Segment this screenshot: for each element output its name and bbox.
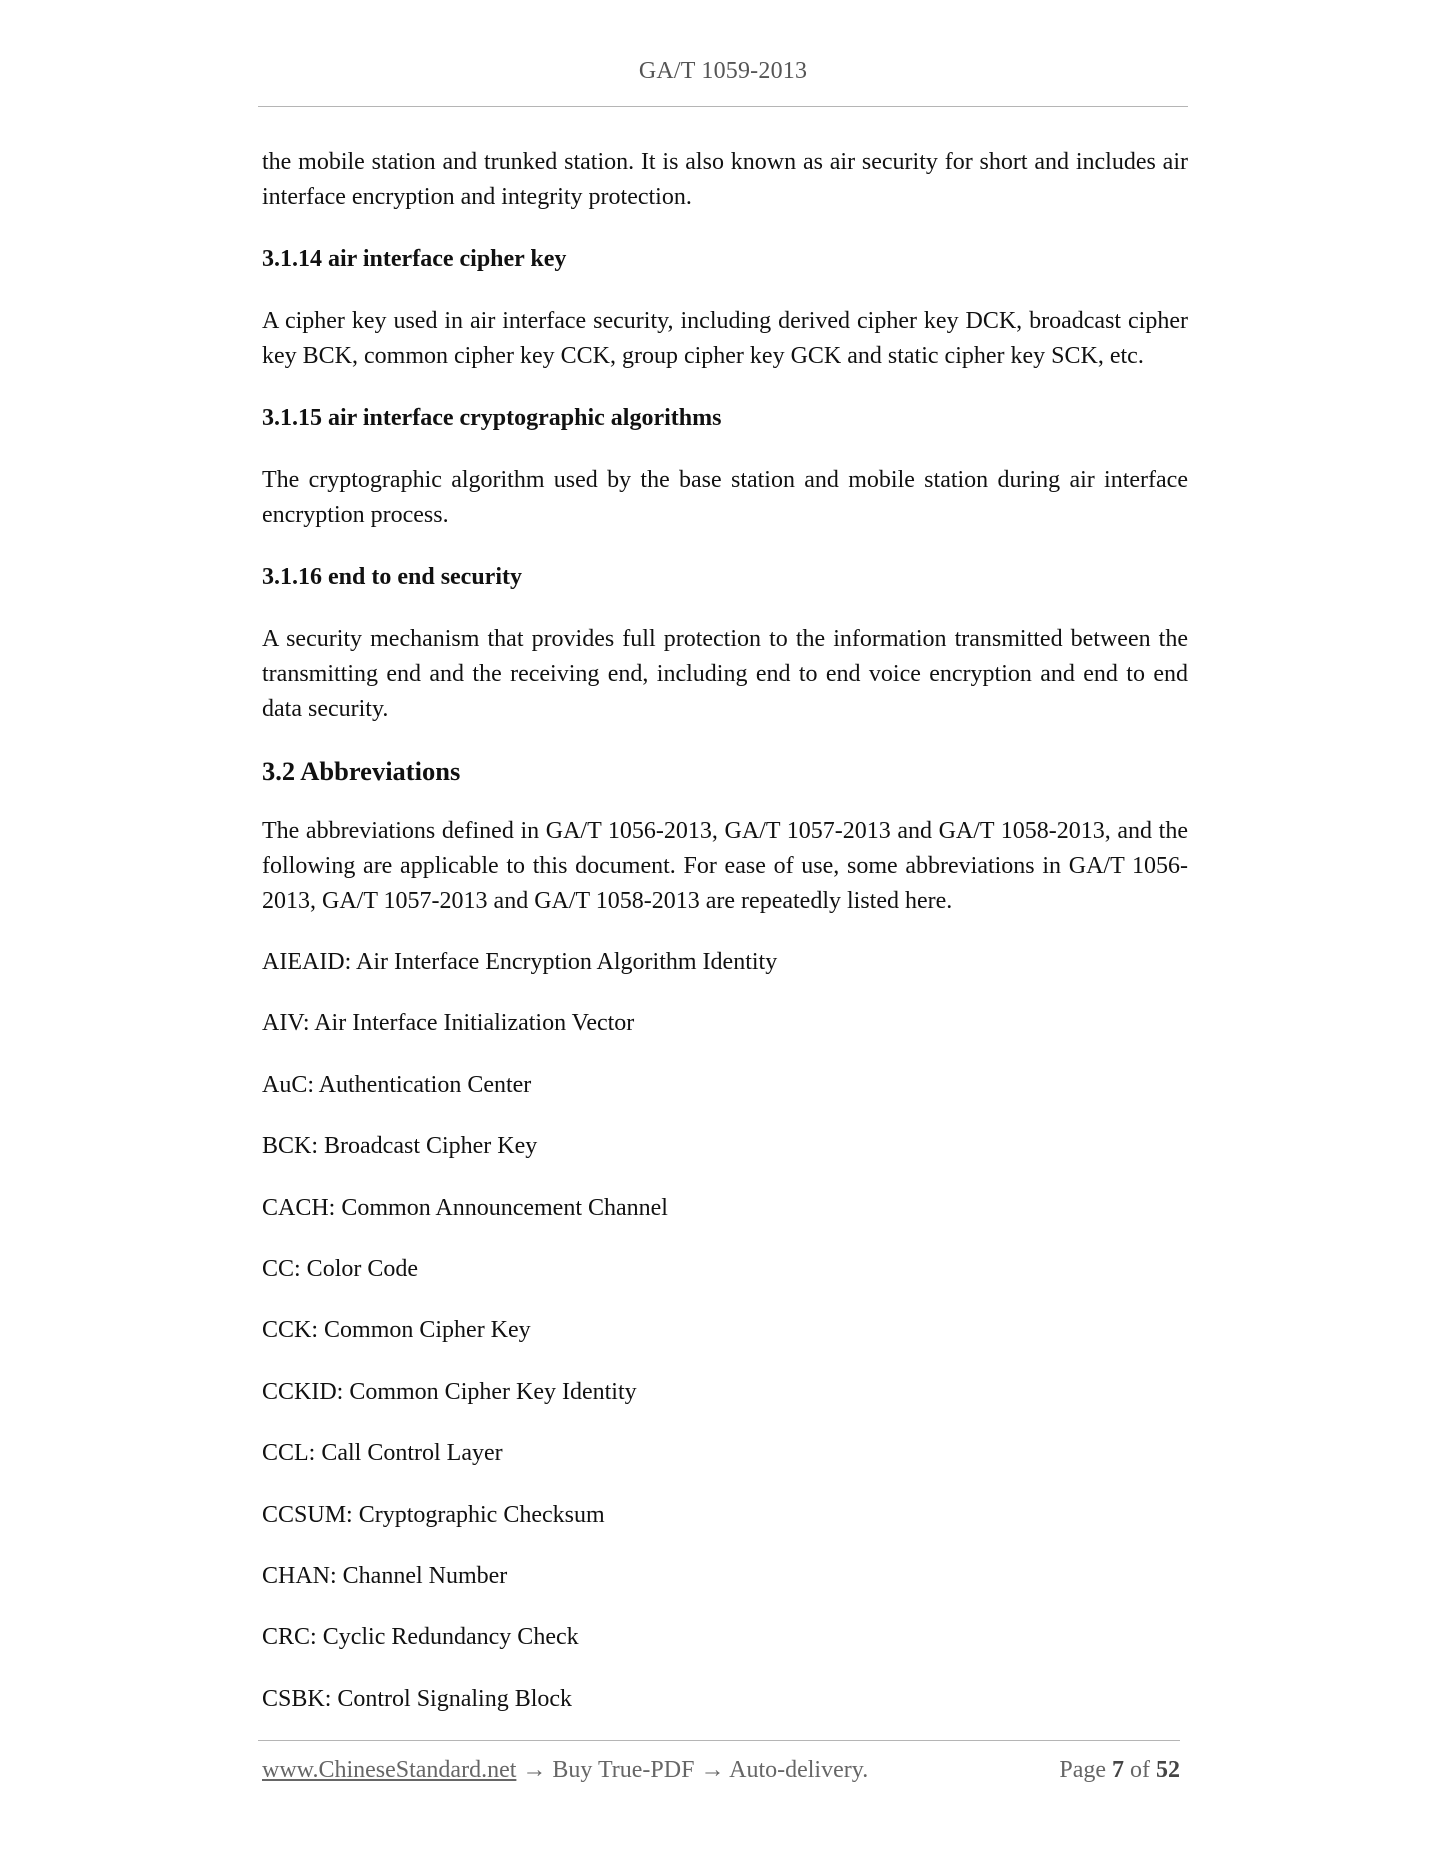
total-pages-number: 52 <box>1156 1757 1180 1783</box>
page-label: Page <box>1059 1757 1106 1783</box>
term-definition: A cipher key used in air interface security, including derived cipher key DCK, broadcast cipher key BCK, common cipher key CCK, group cipher key GCK and static cipher key SCK, etc. <box>262 308 1188 369</box>
abbreviation-item: CHAN: Channel Number <box>262 1562 508 1589</box>
footer-promo-text: → Buy True-PDF → Auto-delivery. <box>516 1757 869 1783</box>
abbreviation-item: BCK: Broadcast Cipher Key <box>262 1133 538 1160</box>
term-definition: The cryptographic algorithm used by the base station and mobile station during air interface encryption process. <box>262 467 1188 528</box>
term-heading: 3.1.15 air interface cryptographic algorithms <box>262 405 722 431</box>
current-page-number: 7 <box>1112 1757 1124 1783</box>
footer-divider <box>258 1740 1180 1741</box>
section-heading-abbreviations: 3.2 Abbreviations <box>262 756 461 786</box>
abbreviation-item: CCKID: Common Cipher Key Identity <box>262 1378 637 1405</box>
abbreviation-item: CC: Color Code <box>262 1255 419 1282</box>
document-body <box>262 145 1188 1743</box>
term-3-1-14 <box>262 242 1188 374</box>
term-heading: 3.1.14 air interface cipher key <box>262 246 567 272</box>
header-divider <box>258 106 1188 107</box>
abbreviation-item: CRC: Cyclic Redundancy Check <box>262 1624 579 1651</box>
abbreviation-item: CSBK: Control Signaling Block <box>262 1685 573 1712</box>
document-header-title: GA/T 1059-2013 <box>638 58 808 84</box>
term-3-1-16 <box>262 560 1188 727</box>
page-of-label: of <box>1130 1757 1150 1783</box>
abbreviation-item: CCK: Common Cipher Key <box>262 1317 531 1344</box>
abbreviation-item: CACH: Common Announcement Channel <box>262 1194 668 1221</box>
site-link[interactable]: www.ChineseStandard.net <box>262 1757 517 1783</box>
abbreviation-item: CCL: Call Control Layer <box>262 1440 503 1467</box>
term-heading: 3.1.16 end to end security <box>262 564 522 590</box>
abbreviation-item: AuC: Authentication Center <box>262 1071 532 1098</box>
footer-promo <box>262 1757 868 1784</box>
page-number-indicator <box>1059 1757 1180 1784</box>
term-definition: A security mechanism that provides full protection to the information transmitted between the transmitting end and the receiving end, including end to end voice encryption and end to end data security. <box>262 626 1188 722</box>
abbreviations-list <box>262 945 1188 1717</box>
abbreviations-intro: The abbreviations defined in GA/T 1056-2013, GA/T 1057-2013 and GA/T 1058-2013, and the following are applicable to this document. For ease of use, some abbreviations in GA/T 1056-2013, GA/T 1057-2013 and GA/T 1058-2013 are repeatedly listed here. <box>262 818 1188 914</box>
term-3-1-15 <box>262 401 1188 533</box>
abbreviation-item: AIV: Air Interface Initialization Vector <box>262 1010 635 1037</box>
abbreviation-item: CCSUM: Cryptographic Checksum <box>262 1501 605 1528</box>
intro-paragraph: the mobile station and trunked station. It is also known as air security for short and includes air interface encryption and integrity protection. <box>262 149 1188 210</box>
abbreviation-item: AIEAID: Air Interface Encryption Algorithm Identity <box>262 949 778 975</box>
